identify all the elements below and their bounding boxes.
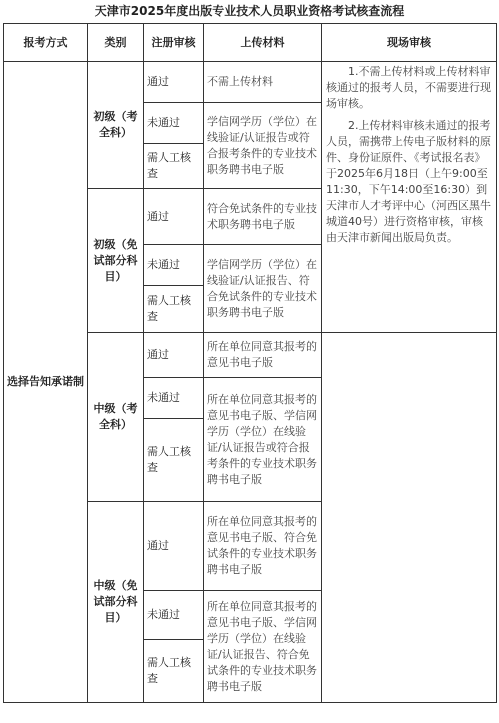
header-category: 类别 bbox=[88, 24, 144, 62]
review-note-1: 1.不需上传材料或上传材料审核通过的报考人员，不需要进行现场审核。 bbox=[326, 65, 491, 110]
material-cell: 所在单位同意其报考的意见书电子版、符合免试条件的专业技术职务聘书电子版 bbox=[204, 502, 322, 591]
category-cell: 中级（考全科） bbox=[88, 333, 144, 502]
status-cell: 需人工核查 bbox=[144, 419, 204, 502]
header-onsite-review: 现场审核 bbox=[322, 24, 497, 62]
header-row bbox=[4, 24, 497, 62]
material-cell: 不需上传材料 bbox=[204, 62, 322, 103]
review-note-2: 2.上传材料审核未通过的报考人员，需携带上传电子版材料的原件、身份证原件、《考试报名表》于2025年6月18日（上午9:00至11:30，下午14:00至16:30）到天津市人才考评中心（河西区黑牛城道40号）进行资格审核，审核由天津市新闻出版局负责。 bbox=[326, 119, 491, 244]
status-cell: 未通过 bbox=[144, 378, 204, 419]
header-upload-materials: 上传材料 bbox=[204, 24, 322, 62]
material-cell: 所在单位同意其报考的意见书电子版、学信网学历（学位）在线验证/认证报告、符合免试条件的专业技术职务聘书电子版 bbox=[204, 591, 322, 703]
category-cell: 初级（考全科） bbox=[88, 62, 144, 189]
status-cell: 未通过 bbox=[144, 591, 204, 640]
status-cell: 通过 bbox=[144, 189, 204, 245]
status-cell: 通过 bbox=[144, 62, 204, 103]
onsite-review-cell bbox=[322, 62, 497, 333]
table-row bbox=[4, 62, 497, 103]
status-cell: 通过 bbox=[144, 502, 204, 591]
page-title: 天津市2025年度出版专业技术人员职业资格考试核查流程 bbox=[94, 4, 405, 18]
category-cell: 中级（免试部分科目） bbox=[88, 502, 144, 703]
material-cell: 所在单位同意其报考的意见书电子版、学信网学历（学位）在线验证/认证报告或符合报考条件的专业技术职务聘书电子版 bbox=[204, 378, 322, 502]
header-registration-review: 注册审核 bbox=[144, 24, 204, 62]
status-cell: 通过 bbox=[144, 333, 204, 378]
status-cell: 需人工核查 bbox=[144, 640, 204, 703]
onsite-review-empty bbox=[322, 333, 497, 703]
review-flow-table bbox=[3, 23, 497, 703]
status-cell: 需人工核查 bbox=[144, 144, 204, 189]
header-method: 报考方式 bbox=[4, 24, 88, 62]
category-cell: 初级（免试部分科目） bbox=[88, 189, 144, 333]
status-cell: 未通过 bbox=[144, 103, 204, 144]
status-cell: 未通过 bbox=[144, 245, 204, 286]
status-cell: 需人工核查 bbox=[144, 286, 204, 333]
material-cell: 学信网学历（学位）在线验证/认证报告、符合免试条件的专业技术职务聘书电子版 bbox=[204, 245, 322, 333]
material-cell: 学信网学历（学位）在线验证/认证报告或符合报考条件的专业技术职务聘书电子版 bbox=[204, 103, 322, 189]
material-cell: 符合免试条件的专业技术职务聘书电子版 bbox=[204, 189, 322, 245]
method-cell: 选择告知承诺制 bbox=[4, 62, 88, 703]
material-cell: 所在单位同意其报考的意见书电子版 bbox=[204, 333, 322, 378]
